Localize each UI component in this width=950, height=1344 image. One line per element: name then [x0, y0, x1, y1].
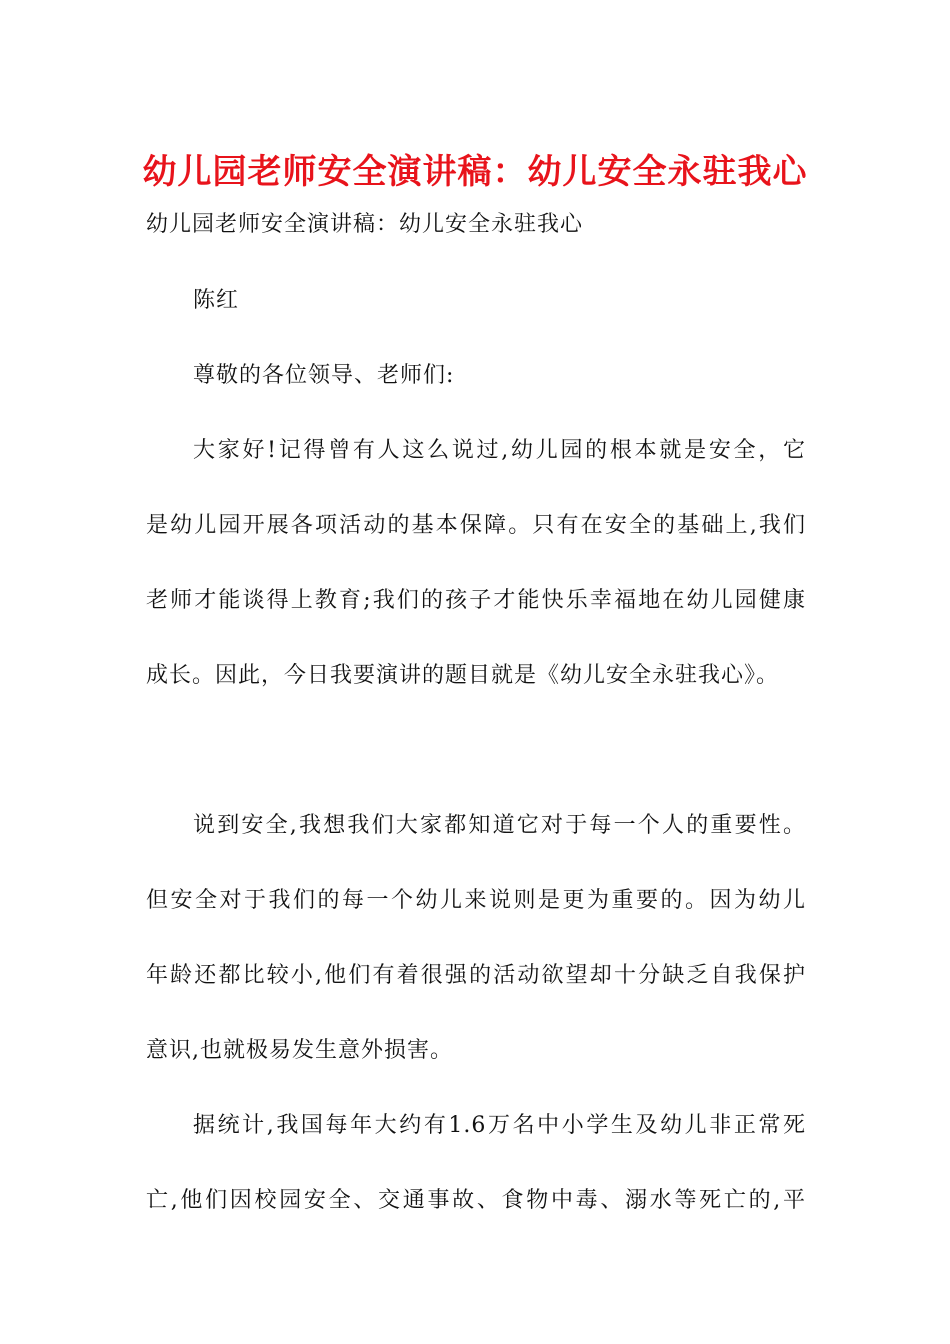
- paragraph-1-line-2: 是幼儿园开展各项活动的基本保障。只有在安全的基础上,我们: [146, 513, 806, 538]
- greeting: 尊敬的各位领导、老师们:: [193, 363, 455, 388]
- paragraph-1-line-1: 大家好!记得曾有人这么说过,幼儿园的根本就是安全，它: [193, 438, 806, 463]
- paragraph-2-line-3: 年龄还都比较小,他们有着很强的活动欲望却十分缺乏自我保护: [146, 963, 806, 988]
- author-name: 陈红: [193, 288, 240, 313]
- document-subtitle: 幼儿园老师安全演讲稿：幼儿安全永驻我心: [146, 212, 584, 237]
- paragraph-3-line-2: 亡,他们因校园安全、交通事故、食物中毒、溺水等死亡的,平: [146, 1188, 806, 1213]
- document-title: 幼儿园老师安全演讲稿：幼儿安全永驻我心: [142, 152, 808, 192]
- paragraph-1-line-3: 老师才能谈得上教育;我们的孩子才能快乐幸福地在幼儿园健康: [146, 588, 806, 613]
- paragraph-2-line-1: 说到安全,我想我们大家都知道它对于每一个人的重要性。: [193, 813, 806, 838]
- paragraph-2-line-2: 但安全对于我们的每一个幼儿来说则是更为重要的。因为幼儿: [146, 888, 806, 913]
- paragraph-1-line-4: 成长。因此，今日我要演讲的题目就是《幼儿安全永驻我心》。: [146, 663, 780, 688]
- paragraph-3-line-1: 据统计,我国每年大约有1.6万名中小学生及幼儿非正常死: [193, 1113, 806, 1138]
- paragraph-2-line-4: 意识,也就极易发生意外损害。: [146, 1038, 453, 1063]
